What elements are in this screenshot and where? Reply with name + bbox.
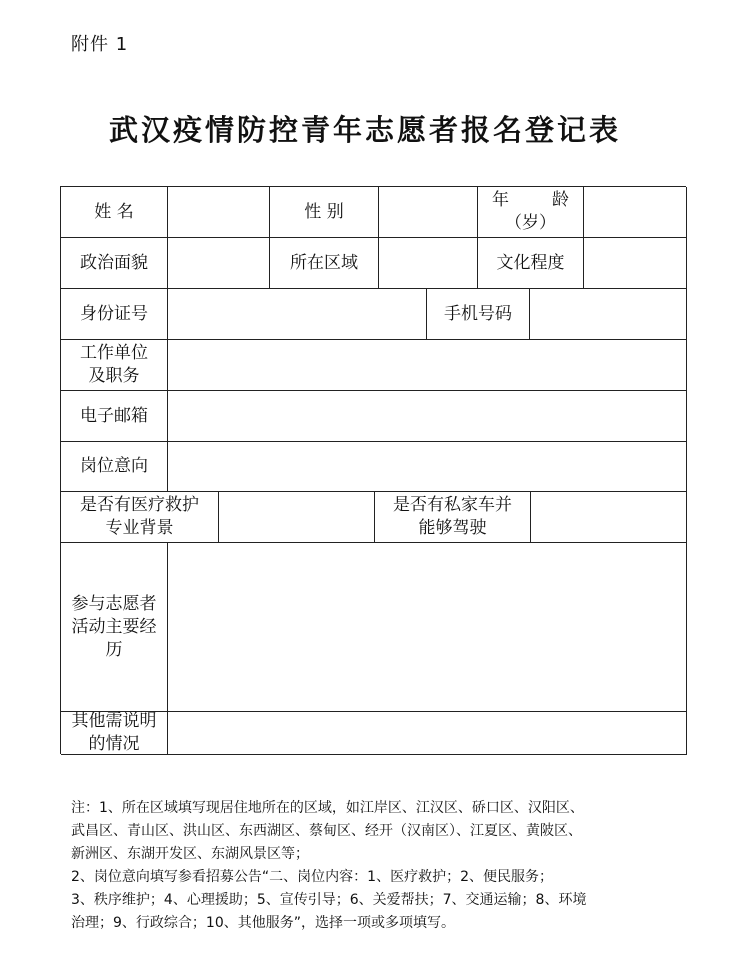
work-unit-field[interactable] [168, 340, 687, 391]
note-line: 3、秩序维护；4、心理援助；5、宣传引导；6、关爱帮扶；7、交通运输；8、环境 [71, 892, 587, 908]
age-label-char-1: 年 [492, 190, 509, 210]
political-status-label: 政治面貌 [61, 238, 168, 289]
note-line: 武昌区、青山区、洪山区、东西湖区、蔡甸区、经开（汉南区）、江夏区、黄陂区、 [71, 823, 582, 839]
note-line: 治理；9、行政综合；10、其他服务”，选择一项或多项填写。 [71, 915, 455, 931]
id-number-label: 身份证号 [61, 289, 168, 340]
medical-background-field[interactable] [219, 492, 375, 543]
age-label [478, 187, 584, 238]
attachment-label: 附件 1 [71, 34, 129, 55]
page-title: 武汉疫情防控青年志愿者报名登记表 [108, 113, 621, 147]
other-notes-field[interactable] [168, 712, 687, 755]
district-label: 所在区域 [270, 238, 379, 289]
volunteer-experience-label: 参与志愿者活动主要经历 [61, 543, 168, 712]
volunteer-experience-field[interactable] [168, 543, 687, 712]
name-label: 姓 名 [61, 187, 168, 238]
education-label: 文化程度 [478, 238, 584, 289]
other-notes-label: 其他需说明的情况 [61, 712, 168, 755]
email-label: 电子邮箱 [61, 391, 168, 442]
registration-form-table [60, 186, 686, 754]
work-unit-label: 工作单位及职务 [61, 340, 168, 391]
note-line: 注：1、所在区域填写现居住地所在的区域，如江岸区、江汉区、硚口区、汉阳区、 [71, 800, 584, 816]
private-car-label: 是否有私家车并能够驾驶 [375, 492, 531, 543]
form-notes [71, 797, 671, 935]
district-field[interactable] [379, 238, 478, 289]
post-preference-field[interactable] [168, 442, 687, 492]
id-number-field[interactable] [168, 289, 427, 340]
phone-field[interactable] [530, 289, 687, 340]
gender-field[interactable] [379, 187, 478, 238]
age-label-char-2: 龄 [552, 190, 569, 210]
email-field[interactable] [168, 391, 687, 442]
private-car-field[interactable] [531, 492, 687, 543]
note-line: 新洲区、东湖开发区、东湖风景区等； [71, 846, 309, 862]
age-field[interactable] [584, 187, 687, 238]
medical-background-label: 是否有医疗救护专业背景 [61, 492, 219, 543]
political-status-field[interactable] [168, 238, 270, 289]
post-preference-label: 岗位意向 [61, 442, 168, 492]
name-field[interactable] [168, 187, 270, 238]
phone-label: 手机号码 [427, 289, 530, 340]
age-unit-label: （岁） [505, 213, 556, 233]
note-line: 2、岗位意向填写参看招募公告“二、岗位内容：1、医疗救护；2、便民服务； [71, 869, 553, 885]
education-field[interactable] [584, 238, 687, 289]
gender-label: 性 别 [270, 187, 379, 238]
